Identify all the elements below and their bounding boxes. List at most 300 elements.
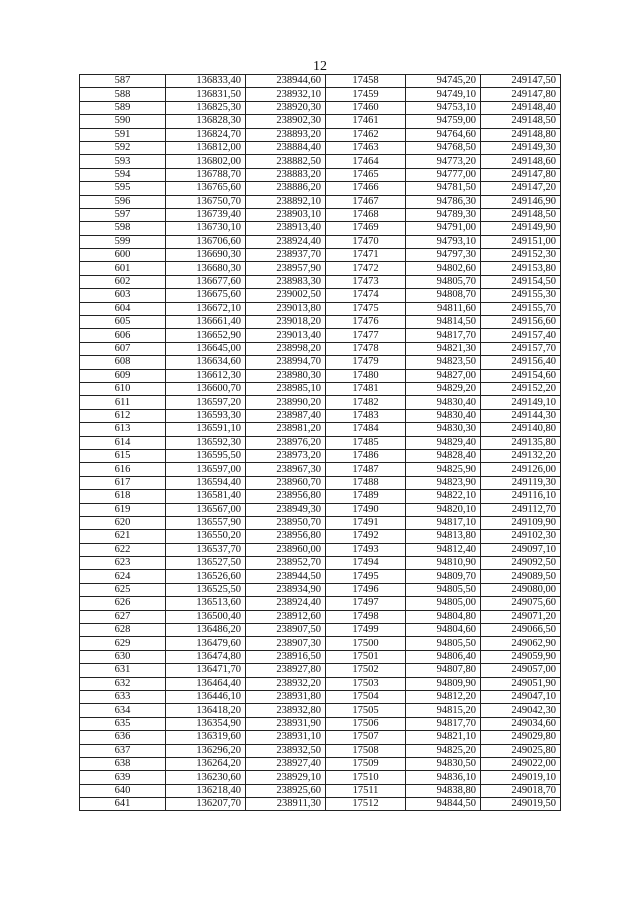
cell-point-number-2: 17494 [326,557,406,570]
cell-y-coordinate: 238994,70 [246,356,326,369]
table-row [80,302,561,315]
cell-y-coordinate: 238920,30 [246,101,326,114]
cell-y-coordinate: 238934,90 [246,583,326,596]
cell-point-number: 588 [80,88,166,101]
cell-x-coordinate: 136354,90 [166,717,246,730]
table-row [80,115,561,128]
cell-point-number-2: 17490 [326,503,406,516]
cell-y-coordinate: 238952,70 [246,557,326,570]
cell-y-coordinate: 238932,20 [246,677,326,690]
table-row [80,369,561,382]
cell-x-coordinate-2: 94786,30 [406,195,481,208]
cell-y-coordinate: 238924,40 [246,235,326,248]
cell-x-coordinate-2: 94808,70 [406,289,481,302]
cell-x-coordinate-2: 94815,20 [406,704,481,717]
cell-point-number: 616 [80,463,166,476]
cell-y-coordinate-2: 249019,10 [481,771,561,784]
cell-y-coordinate-2: 249080,00 [481,583,561,596]
cell-y-coordinate-2: 249147,80 [481,88,561,101]
cell-y-coordinate-2: 249126,00 [481,463,561,476]
cell-point-number: 596 [80,195,166,208]
cell-x-coordinate-2: 94809,70 [406,570,481,583]
cell-x-coordinate: 136677,60 [166,275,246,288]
cell-x-coordinate: 136513,60 [166,597,246,610]
cell-y-coordinate-2: 249112,70 [481,503,561,516]
cell-point-number: 602 [80,275,166,288]
cell-x-coordinate-2: 94822,10 [406,490,481,503]
cell-y-coordinate-2: 249022,00 [481,757,561,770]
table-row [80,757,561,770]
cell-x-coordinate: 136690,30 [166,249,246,262]
table-row [80,208,561,221]
cell-y-coordinate: 238886,20 [246,182,326,195]
cell-y-coordinate: 238937,70 [246,249,326,262]
table-row [80,557,561,570]
cell-x-coordinate: 136833,40 [166,75,246,88]
cell-x-coordinate-2: 94773,20 [406,155,481,168]
cell-point-number-2: 17464 [326,155,406,168]
cell-x-coordinate: 136264,20 [166,757,246,770]
cell-point-number: 613 [80,423,166,436]
cell-y-coordinate-2: 249109,90 [481,516,561,529]
table-row [80,436,561,449]
cell-x-coordinate: 136597,00 [166,463,246,476]
cell-x-coordinate: 136661,40 [166,316,246,329]
cell-point-number-2: 17504 [326,690,406,703]
cell-point-number-2: 17482 [326,396,406,409]
cell-y-coordinate-2: 249149,30 [481,141,561,154]
cell-point-number-2: 17488 [326,476,406,489]
table-row [80,449,561,462]
cell-y-coordinate: 238924,40 [246,597,326,610]
cell-point-number: 609 [80,369,166,382]
table-row [80,128,561,141]
cell-point-number-2: 17458 [326,75,406,88]
cell-y-coordinate: 238957,90 [246,262,326,275]
table-row [80,516,561,529]
cell-point-number-2: 17475 [326,302,406,315]
cell-y-coordinate: 238931,10 [246,731,326,744]
cell-point-number-2: 17485 [326,436,406,449]
cell-point-number-2: 17462 [326,128,406,141]
cell-y-coordinate: 238932,10 [246,88,326,101]
cell-y-coordinate-2: 249089,50 [481,570,561,583]
cell-y-coordinate: 238973,20 [246,449,326,462]
cell-x-coordinate-2: 94828,40 [406,449,481,462]
cell-y-coordinate-2: 249144,30 [481,409,561,422]
cell-point-number: 639 [80,771,166,784]
cell-x-coordinate: 136418,20 [166,704,246,717]
cell-x-coordinate: 136597,20 [166,396,246,409]
cell-y-coordinate-2: 249029,80 [481,731,561,744]
cell-point-number-2: 17471 [326,249,406,262]
cell-point-number-2: 17465 [326,168,406,181]
cell-y-coordinate: 238913,40 [246,222,326,235]
cell-point-number-2: 17495 [326,570,406,583]
cell-x-coordinate: 136600,70 [166,382,246,395]
cell-x-coordinate-2: 94807,80 [406,664,481,677]
cell-x-coordinate-2: 94805,00 [406,597,481,610]
table-row [80,664,561,677]
cell-point-number-2: 17489 [326,490,406,503]
cell-x-coordinate-2: 94830,50 [406,757,481,770]
table-row [80,717,561,730]
cell-y-coordinate: 238883,20 [246,168,326,181]
cell-point-number-2: 17470 [326,235,406,248]
cell-point-number-2: 17481 [326,382,406,395]
cell-y-coordinate: 238927,80 [246,664,326,677]
cell-x-coordinate-2: 94812,40 [406,543,481,556]
table-row [80,784,561,797]
cell-y-coordinate: 238960,00 [246,543,326,556]
cell-point-number-2: 17510 [326,771,406,784]
cell-y-coordinate: 238916,50 [246,650,326,663]
table-row [80,168,561,181]
cell-point-number-2: 17472 [326,262,406,275]
cell-x-coordinate: 136645,00 [166,342,246,355]
cell-x-coordinate-2: 94810,90 [406,557,481,570]
cell-x-coordinate-2: 94823,90 [406,476,481,489]
cell-x-coordinate: 136296,20 [166,744,246,757]
cell-point-number-2: 17461 [326,115,406,128]
cell-x-coordinate: 136592,30 [166,436,246,449]
cell-point-number-2: 17467 [326,195,406,208]
table-row [80,195,561,208]
cell-x-coordinate: 136567,00 [166,503,246,516]
cell-point-number-2: 17473 [326,275,406,288]
cell-point-number-2: 17477 [326,329,406,342]
cell-point-number-2: 17484 [326,423,406,436]
cell-y-coordinate: 238960,70 [246,476,326,489]
cell-y-coordinate-2: 249148,50 [481,208,561,221]
table-row [80,101,561,114]
table-row [80,235,561,248]
cell-y-coordinate-2: 249019,50 [481,798,561,811]
cell-x-coordinate-2: 94809,90 [406,677,481,690]
cell-x-coordinate: 136537,70 [166,543,246,556]
cell-x-coordinate-2: 94825,20 [406,744,481,757]
cell-x-coordinate: 136828,30 [166,115,246,128]
cell-x-coordinate-2: 94805,50 [406,637,481,650]
cell-y-coordinate-2: 249135,80 [481,436,561,449]
cell-y-coordinate: 238911,30 [246,798,326,811]
cell-x-coordinate: 136500,40 [166,610,246,623]
cell-x-coordinate: 136652,90 [166,329,246,342]
cell-y-coordinate: 238903,10 [246,208,326,221]
cell-x-coordinate-2: 94827,00 [406,369,481,382]
cell-point-number-2: 17483 [326,409,406,422]
cell-y-coordinate: 238907,50 [246,624,326,637]
table-row [80,637,561,650]
table-row [80,155,561,168]
cell-x-coordinate-2: 94791,00 [406,222,481,235]
cell-x-coordinate: 136730,10 [166,222,246,235]
cell-x-coordinate-2: 94745,20 [406,75,481,88]
cell-x-coordinate: 136581,40 [166,490,246,503]
cell-y-coordinate-2: 249066,50 [481,624,561,637]
cell-y-coordinate-2: 249071,20 [481,610,561,623]
cell-y-coordinate: 238967,30 [246,463,326,476]
cell-x-coordinate: 136230,60 [166,771,246,784]
table-row [80,650,561,663]
cell-x-coordinate: 136765,60 [166,182,246,195]
cell-y-coordinate-2: 249156,60 [481,316,561,329]
cell-y-coordinate: 238956,80 [246,530,326,543]
cell-y-coordinate: 238932,80 [246,704,326,717]
table-row [80,690,561,703]
cell-y-coordinate-2: 249148,60 [481,155,561,168]
cell-y-coordinate: 238985,10 [246,382,326,395]
cell-point-number-2: 17460 [326,101,406,114]
cell-point-number: 623 [80,557,166,570]
table-row [80,530,561,543]
cell-point-number-2: 17459 [326,88,406,101]
cell-x-coordinate: 136612,30 [166,369,246,382]
cell-y-coordinate: 238882,50 [246,155,326,168]
cell-point-number: 624 [80,570,166,583]
coordinates-table [79,74,561,811]
cell-y-coordinate-2: 249146,90 [481,195,561,208]
cell-point-number: 593 [80,155,166,168]
cell-x-coordinate: 136750,70 [166,195,246,208]
cell-x-coordinate: 136486,20 [166,624,246,637]
cell-point-number-2: 17478 [326,342,406,355]
cell-point-number: 614 [80,436,166,449]
table-row [80,182,561,195]
cell-y-coordinate: 238956,80 [246,490,326,503]
cell-y-coordinate: 238998,20 [246,342,326,355]
table-row [80,222,561,235]
cell-x-coordinate: 136825,30 [166,101,246,114]
cell-x-coordinate: 136595,50 [166,449,246,462]
cell-x-coordinate-2: 94804,80 [406,610,481,623]
cell-y-coordinate: 238981,20 [246,423,326,436]
cell-x-coordinate: 136207,70 [166,798,246,811]
cell-x-coordinate-2: 94797,30 [406,249,481,262]
cell-x-coordinate-2: 94830,40 [406,409,481,422]
cell-point-number: 630 [80,650,166,663]
cell-x-coordinate: 136802,00 [166,155,246,168]
cell-y-coordinate-2: 249097,10 [481,543,561,556]
cell-x-coordinate-2: 94830,30 [406,423,481,436]
cell-y-coordinate-2: 249148,80 [481,128,561,141]
cell-x-coordinate: 136680,30 [166,262,246,275]
cell-x-coordinate: 136831,50 [166,88,246,101]
cell-x-coordinate: 136634,60 [166,356,246,369]
page-number: 12 [313,59,327,74]
cell-y-coordinate-2: 249148,50 [481,115,561,128]
cell-x-coordinate: 136824,70 [166,128,246,141]
cell-x-coordinate: 136479,60 [166,637,246,650]
cell-point-number: 641 [80,798,166,811]
cell-point-number: 626 [80,597,166,610]
cell-y-coordinate-2: 249059,90 [481,650,561,663]
cell-point-number: 622 [80,543,166,556]
cell-y-coordinate: 238990,20 [246,396,326,409]
table-row [80,731,561,744]
cell-point-number: 632 [80,677,166,690]
cell-x-coordinate-2: 94817,70 [406,717,481,730]
cell-x-coordinate: 136706,60 [166,235,246,248]
cell-y-coordinate-2: 249149,10 [481,396,561,409]
cell-x-coordinate-2: 94844,50 [406,798,481,811]
cell-x-coordinate: 136591,10 [166,423,246,436]
cell-y-coordinate-2: 249119,30 [481,476,561,489]
table-row [80,476,561,489]
cell-x-coordinate: 136319,60 [166,731,246,744]
cell-point-number-2: 17500 [326,637,406,650]
cell-y-coordinate-2: 249154,60 [481,369,561,382]
cell-x-coordinate: 136788,70 [166,168,246,181]
cell-point-number: 640 [80,784,166,797]
cell-point-number-2: 17474 [326,289,406,302]
cell-point-number: 617 [80,476,166,489]
cell-y-coordinate: 238931,90 [246,717,326,730]
cell-x-coordinate-2: 94777,00 [406,168,481,181]
cell-y-coordinate-2: 249147,20 [481,182,561,195]
cell-x-coordinate: 136557,90 [166,516,246,529]
cell-y-coordinate-2: 249092,50 [481,557,561,570]
cell-y-coordinate: 238907,30 [246,637,326,650]
cell-point-number-2: 17496 [326,583,406,596]
table-row [80,704,561,717]
cell-x-coordinate: 136675,60 [166,289,246,302]
cell-point-number: 601 [80,262,166,275]
cell-y-coordinate: 238950,70 [246,516,326,529]
table-row [80,597,561,610]
cell-x-coordinate: 136526,60 [166,570,246,583]
cell-point-number-2: 17463 [326,141,406,154]
cell-point-number-2: 17499 [326,624,406,637]
cell-y-coordinate-2: 249140,80 [481,423,561,436]
cell-point-number-2: 17508 [326,744,406,757]
cell-x-coordinate: 136464,40 [166,677,246,690]
cell-y-coordinate-2: 249149,90 [481,222,561,235]
cell-x-coordinate-2: 94768,50 [406,141,481,154]
cell-point-number-2: 17466 [326,182,406,195]
cell-point-number: 598 [80,222,166,235]
cell-point-number-2: 17497 [326,597,406,610]
cell-point-number: 603 [80,289,166,302]
cell-point-number: 590 [80,115,166,128]
cell-point-number: 625 [80,583,166,596]
cell-point-number-2: 17511 [326,784,406,797]
cell-x-coordinate-2: 94817,10 [406,516,481,529]
cell-x-coordinate-2: 94805,50 [406,583,481,596]
cell-x-coordinate-2: 94806,40 [406,650,481,663]
cell-point-number: 629 [80,637,166,650]
cell-x-coordinate-2: 94829,40 [406,436,481,449]
cell-y-coordinate-2: 249147,80 [481,168,561,181]
cell-y-coordinate-2: 249147,50 [481,75,561,88]
cell-point-number: 607 [80,342,166,355]
cell-point-number-2: 17506 [326,717,406,730]
cell-x-coordinate: 136812,00 [166,141,246,154]
cell-point-number-2: 17502 [326,664,406,677]
cell-x-coordinate-2: 94749,10 [406,88,481,101]
cell-point-number-2: 17503 [326,677,406,690]
cell-point-number: 615 [80,449,166,462]
cell-x-coordinate-2: 94821,30 [406,342,481,355]
cell-x-coordinate: 136527,50 [166,557,246,570]
cell-point-number: 636 [80,731,166,744]
cell-x-coordinate: 136471,70 [166,664,246,677]
cell-x-coordinate-2: 94836,10 [406,771,481,784]
cell-point-number-2: 17505 [326,704,406,717]
cell-y-coordinate: 239013,80 [246,302,326,315]
cell-y-coordinate-2: 249152,20 [481,382,561,395]
cell-x-coordinate: 136739,40 [166,208,246,221]
table-row [80,342,561,355]
cell-point-number: 610 [80,382,166,395]
table-row [80,316,561,329]
cell-y-coordinate-2: 249151,00 [481,235,561,248]
cell-y-coordinate: 238927,40 [246,757,326,770]
cell-point-number: 608 [80,356,166,369]
cell-x-coordinate-2: 94812,20 [406,690,481,703]
cell-point-number: 592 [80,141,166,154]
cell-point-number: 594 [80,168,166,181]
cell-x-coordinate: 136672,10 [166,302,246,315]
table-row [80,583,561,596]
cell-point-number: 591 [80,128,166,141]
table-row [80,503,561,516]
cell-x-coordinate-2: 94805,70 [406,275,481,288]
coordinates-table-body [80,75,561,811]
cell-point-number: 633 [80,690,166,703]
table-row [80,610,561,623]
cell-x-coordinate-2: 94793,10 [406,235,481,248]
cell-point-number: 627 [80,610,166,623]
cell-x-coordinate-2: 94781,50 [406,182,481,195]
cell-x-coordinate: 136550,20 [166,530,246,543]
cell-x-coordinate: 136446,10 [166,690,246,703]
table-row [80,423,561,436]
cell-x-coordinate-2: 94753,10 [406,101,481,114]
cell-y-coordinate-2: 249152,30 [481,249,561,262]
table-row [80,624,561,637]
cell-x-coordinate-2: 94802,60 [406,262,481,275]
cell-y-coordinate-2: 249156,40 [481,356,561,369]
table-row [80,396,561,409]
cell-y-coordinate: 238893,20 [246,128,326,141]
cell-x-coordinate: 136525,50 [166,583,246,596]
cell-y-coordinate-2: 249034,60 [481,717,561,730]
cell-point-number: 605 [80,316,166,329]
cell-point-number: 619 [80,503,166,516]
cell-point-number: 611 [80,396,166,409]
cell-y-coordinate: 238931,80 [246,690,326,703]
table-row [80,490,561,503]
cell-point-number-2: 17469 [326,222,406,235]
cell-point-number-2: 17509 [326,757,406,770]
cell-x-coordinate-2: 94804,60 [406,624,481,637]
cell-y-coordinate: 238929,10 [246,771,326,784]
cell-point-number-2: 17479 [326,356,406,369]
cell-point-number: 599 [80,235,166,248]
table-row [80,329,561,342]
cell-point-number: 620 [80,516,166,529]
cell-point-number: 595 [80,182,166,195]
cell-point-number-2: 17493 [326,543,406,556]
cell-y-coordinate: 238980,30 [246,369,326,382]
cell-point-number: 631 [80,664,166,677]
table-row [80,289,561,302]
cell-y-coordinate-2: 249051,90 [481,677,561,690]
table-row [80,141,561,154]
cell-point-number-2: 17498 [326,610,406,623]
cell-y-coordinate: 239002,50 [246,289,326,302]
